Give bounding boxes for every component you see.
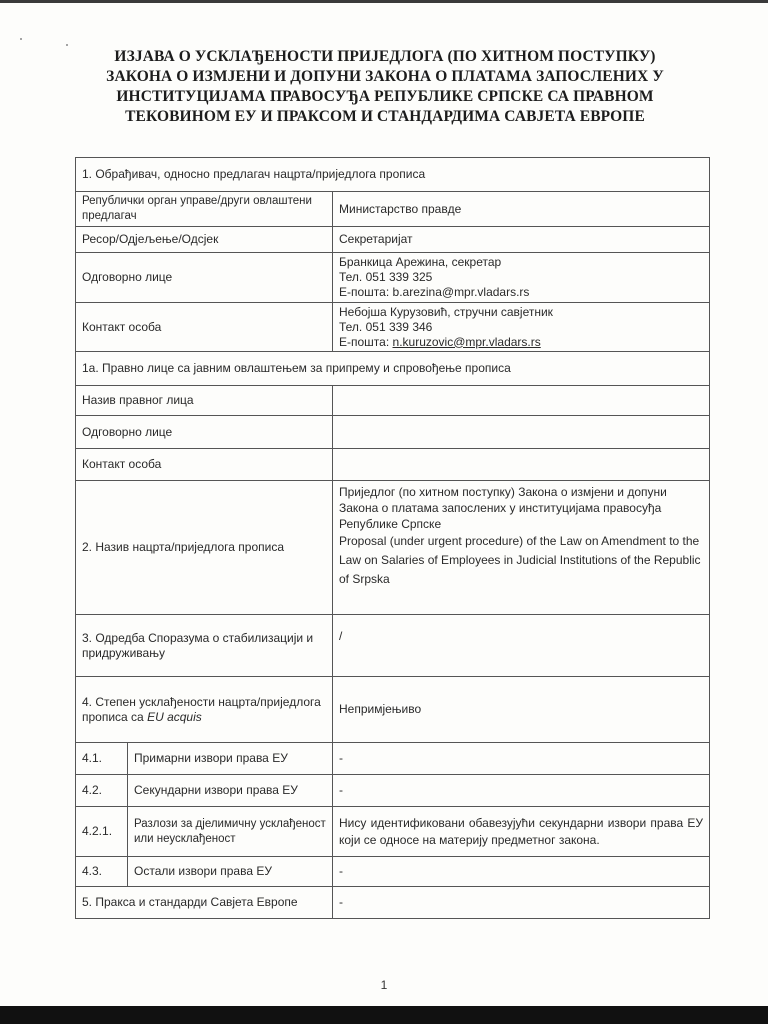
- entity-label: Назив правног лица: [76, 386, 333, 416]
- compliance-form-table: [75, 157, 710, 919]
- contact-label: Контакт особа: [76, 303, 333, 352]
- table-row: [76, 887, 710, 919]
- table-row: [76, 677, 710, 743]
- primary-sources-value: -: [333, 743, 710, 775]
- secondary-sources-label: Секундарни извори права ЕУ: [128, 775, 333, 807]
- entity-contact-label: Контакт особа: [76, 449, 333, 481]
- table-row: [76, 775, 710, 807]
- title-line: ЗАКОНА О ИЗМЈЕНИ И ДОПУНИ ЗАКОНА О ПЛАТАМА ЗАПОСЛЕНИХ У: [106, 68, 664, 85]
- responsible-value: [333, 253, 710, 303]
- table-row: [76, 416, 710, 449]
- dept-value: Секретаријат: [333, 227, 710, 253]
- responsible-phone: Тел. 051 339 325: [339, 270, 433, 284]
- row-number: 4.1.: [76, 743, 128, 775]
- page-number: 1: [380, 978, 388, 992]
- responsible-label: Одговорно лице: [76, 253, 333, 303]
- entity-responsible-label: Одговорно лице: [76, 416, 333, 449]
- partial-compliance-reasons-value: Нису идентификовани обавезујући секундарни извори права ЕУ који се односе на материју предметног закона.: [333, 807, 710, 857]
- scan-speck: [66, 44, 68, 46]
- email-prefix: Е-пошта:: [339, 285, 393, 299]
- proposal-name-value: [333, 481, 710, 615]
- contact-email-line: [339, 335, 703, 350]
- row-number: 4.2.: [76, 775, 128, 807]
- other-sources-value: -: [333, 857, 710, 887]
- email-prefix: Е-пошта:: [339, 334, 393, 349]
- coe-practice-label: 5. Пракса и стандарди Савјета Европе: [76, 887, 333, 919]
- organ-value: Министарство правде: [333, 192, 710, 227]
- scan-edge-bottom: [0, 1006, 768, 1024]
- contact-value: [333, 303, 710, 352]
- contact-email-link[interactable]: n.kuruzovic@mpr.vladars.rs: [392, 334, 541, 349]
- ssa-provision-label: 3. Одредба Споразума о стабилизацији и придруживању: [76, 615, 333, 677]
- table-row: [76, 615, 710, 677]
- entity-value: [333, 386, 710, 416]
- entity-contact-value: [333, 449, 710, 481]
- proposal-name-label: 2. Назив нацрта/приједлога прописа: [76, 481, 333, 615]
- section1-header-row: [76, 158, 710, 192]
- compliance-degree-value: Непримјењиво: [333, 677, 710, 743]
- organ-label: Републички орган управе/други овлаштени предлагач: [76, 192, 333, 227]
- responsible-name: Бранкица Арежина, секретар: [339, 255, 502, 269]
- scan-edge-top: [0, 0, 768, 3]
- eu-acquis-text: EU acquis: [147, 709, 202, 724]
- table-row: [76, 192, 710, 227]
- compliance-degree-label: [76, 677, 333, 743]
- table-row: [76, 857, 710, 887]
- table-row: [76, 743, 710, 775]
- secondary-sources-value: -: [333, 775, 710, 807]
- coe-practice-value: -: [333, 887, 710, 919]
- contact-phone: Тел. 051 339 346: [339, 319, 433, 334]
- table-row: [76, 449, 710, 481]
- proposal-name-sr: Приједлог (по хитном поступку) Закона о измјени и допуни Закона о платама запослених у институцијама правосуђа Републике Српске: [339, 485, 667, 531]
- scan-speck: [20, 38, 22, 40]
- other-sources-label: Остали извори права ЕУ: [128, 857, 333, 887]
- table-row: [76, 227, 710, 253]
- responsible-email: b.arezina@mpr.vladars.rs: [392, 285, 530, 299]
- section1a-header: 1а. Правно лице са јавним овлаштењем за припрему и спровођење прописа: [76, 352, 710, 386]
- contact-name: Небојша Курузовић, стручни савјетник: [339, 304, 553, 319]
- table-row: [76, 807, 710, 857]
- partial-compliance-reasons-label: Разлози за дјелимичну усклађеност или неусклађеност: [128, 807, 333, 857]
- section1-header: 1. Обрађивач, односно предлагач нацрта/приједлога прописа: [76, 158, 710, 192]
- entity-responsible-value: [333, 416, 710, 449]
- row-number: 4.3.: [76, 857, 128, 887]
- title-line: ТЕКОВИНОМ ЕУ И ПРАКСОМ И СТАНДАРДИМА САВЈЕТА ЕВРОПЕ: [125, 108, 645, 125]
- ssa-provision-value: /: [333, 615, 710, 677]
- document-title: [90, 47, 680, 127]
- responsible-email-line: [339, 285, 703, 300]
- dept-label: Ресор/Одјељење/Одсјек: [76, 227, 333, 253]
- table-row: [76, 303, 710, 352]
- primary-sources-label: Примарни извори права ЕУ: [128, 743, 333, 775]
- title-line: ИНСТИТУЦИЈАМА ПРАВОСУЂА РЕПУБЛИКЕ СРПСКЕ СА ПРАВНОМ: [116, 88, 654, 105]
- table-row: [76, 386, 710, 416]
- proposal-name-en: Proposal (under urgent procedure) of the Law on Amendment to the Law on Salaries of Employees in Judicial Institutions of the Republic of Srpska: [339, 534, 701, 586]
- table-row: [76, 253, 710, 303]
- table-row: [76, 481, 710, 615]
- row-number: 4.2.1.: [76, 807, 128, 857]
- compliance-degree-label-text: 4. Степен усклађености нацрта/приједлога прописа са: [82, 694, 321, 724]
- title-line: ИЗЈАВА О УСКЛАЂЕНОСТИ ПРИЈЕДЛОГА (ПО ХИТНОМ ПОСТУПКУ): [114, 48, 656, 65]
- section1a-header-row: [76, 352, 710, 386]
